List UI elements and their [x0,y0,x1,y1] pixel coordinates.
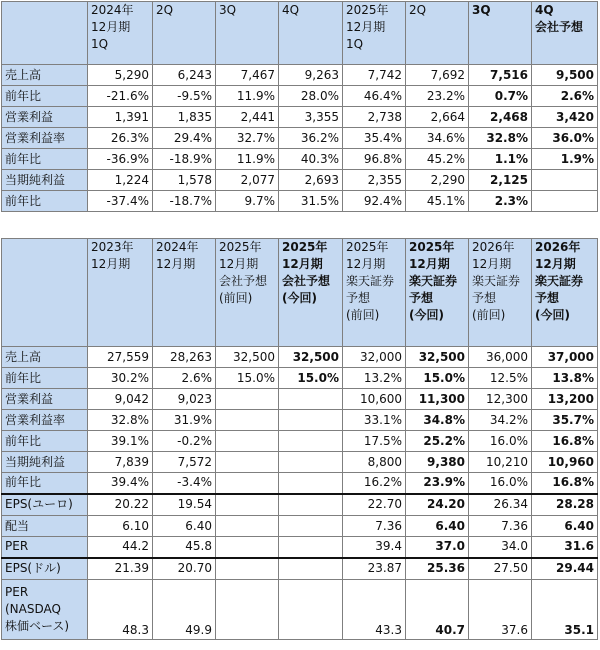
value-cell: 32.8% [88,410,153,431]
table-row [2,537,598,558]
value-cell [279,473,343,494]
value-cell: 16.8% [532,431,598,452]
value-cell: 2,355 [343,170,406,191]
value-cell: 40.3% [279,149,343,170]
value-cell [216,494,279,516]
header-line: 12月期 [282,257,323,271]
table-row [2,65,598,86]
header-line: 楽天証券 [409,274,458,288]
header-line: 2026年 [472,240,515,254]
table-row [2,170,598,191]
column-header [406,2,469,65]
value-cell: 24.20 [406,494,469,516]
column-header [216,2,279,65]
value-cell: 29.4% [153,128,216,149]
row-label: EPS(ユーロ) [2,494,88,516]
value-cell: 39.4 [343,537,406,558]
header-line: 2025年 [409,240,455,254]
value-cell: 27,559 [88,347,153,368]
value-cell: 28.28 [532,494,598,516]
value-cell [216,452,279,473]
value-cell: 5,290 [88,65,153,86]
column-header [469,239,532,347]
header-line: (前回) [472,308,506,322]
value-cell: 9,380 [406,452,469,473]
value-cell: 16.0% [469,473,532,494]
header-line: 12月期 [346,257,386,271]
value-cell: 1,835 [153,107,216,128]
header-line: 2024年 [91,3,134,17]
value-cell: 31.9% [153,410,216,431]
row-label: PER [2,537,88,558]
header-row [2,2,598,65]
value-cell: 32,000 [343,347,406,368]
table-row [2,347,598,368]
value-cell: 2.6% [532,86,598,107]
header-line: PER [5,585,29,599]
value-cell: 32,500 [216,347,279,368]
value-cell [216,410,279,431]
value-cell: 7.36 [469,516,532,537]
header-line: 予想 [535,291,560,305]
value-cell: 3,355 [279,107,343,128]
column-header [343,2,406,65]
header-line: (前回) [346,308,380,322]
header-line: 2025年 [346,3,389,17]
table-row [2,516,598,537]
row-label: 売上高 [2,65,88,86]
value-cell: 26.34 [469,494,532,516]
value-cell: 16.2% [343,473,406,494]
value-cell [279,410,343,431]
header-line: 楽天証券 [472,274,521,288]
value-cell: 9,263 [279,65,343,86]
value-cell: 48.3 [88,580,153,640]
value-cell: 6.10 [88,516,153,537]
value-cell: 7,572 [153,452,216,473]
value-cell: -21.6% [88,86,153,107]
value-cell: 2,290 [406,170,469,191]
value-cell: 32,500 [279,347,343,368]
value-cell: 15.0% [279,368,343,389]
value-cell: 34.2% [469,410,532,431]
value-cell: 2.6% [153,368,216,389]
header-line: 2025年 [282,240,328,254]
value-cell: 30.2% [88,368,153,389]
value-cell [216,537,279,558]
header-line: 2026年 [535,240,581,254]
value-cell: 43.3 [343,580,406,640]
row-label: 前年比 [2,431,88,452]
value-cell: 7,467 [216,65,279,86]
header-line: 2023年 [91,240,134,254]
value-cell: 3,420 [532,107,598,128]
row-label: 前年比 [2,86,88,107]
header-line: 会社予想 [282,274,331,288]
header-line: 予想 [346,291,371,305]
header-line: 会社予想 [219,274,268,288]
header-line: (今回) [409,308,444,322]
value-cell: 32,500 [406,347,469,368]
value-cell: 35.1 [532,580,598,640]
value-cell: 7,692 [406,65,469,86]
value-cell: 12,300 [469,389,532,410]
row-label: 当期純利益 [2,452,88,473]
value-cell [216,558,279,580]
value-cell: 35.7% [532,410,598,431]
value-cell: 96.8% [343,149,406,170]
value-cell: 11,300 [406,389,469,410]
value-cell: 10,210 [469,452,532,473]
value-cell: 29.44 [532,558,598,580]
value-cell [279,516,343,537]
row-label: 営業利益率 [2,410,88,431]
value-cell: 16.0% [469,431,532,452]
value-cell: 37,000 [532,347,598,368]
value-cell: 9,042 [88,389,153,410]
header-line: 2024年 [156,240,199,254]
value-cell: 13,200 [532,389,598,410]
value-cell: 13.2% [343,368,406,389]
value-cell: -3.4% [153,473,216,494]
row-label: 前年比 [2,368,88,389]
value-cell: 8,800 [343,452,406,473]
value-cell: 20.22 [88,494,153,516]
value-cell: 23.2% [406,86,469,107]
value-cell: 10,960 [532,452,598,473]
value-cell [216,516,279,537]
value-cell: 2,441 [216,107,279,128]
value-cell: 45.2% [406,149,469,170]
header-line: 3Q [472,3,491,17]
value-cell [279,389,343,410]
column-header [279,2,343,65]
row-label: 前年比 [2,149,88,170]
value-cell: -9.5% [153,86,216,107]
table-row [2,473,598,494]
header-line: 12月期 [91,257,131,271]
value-cell [279,494,343,516]
value-cell: 6.40 [406,516,469,537]
value-cell: 0.7% [469,86,532,107]
header-line: 3Q [219,3,237,17]
table-row [2,389,598,410]
row-label [2,580,88,640]
value-cell [216,473,279,494]
value-cell [216,580,279,640]
annual-results-table [1,238,598,640]
value-cell: 2,125 [469,170,532,191]
header-line: 予想 [472,291,497,305]
value-cell: 31.6 [532,537,598,558]
value-cell: 7.36 [343,516,406,537]
value-cell: 34.8% [406,410,469,431]
value-cell [216,431,279,452]
column-header [153,2,216,65]
value-cell: 1,391 [88,107,153,128]
value-cell: 21.39 [88,558,153,580]
column-header [406,239,469,347]
row-label: 営業利益 [2,107,88,128]
value-cell [279,580,343,640]
value-cell: 40.7 [406,580,469,640]
value-cell: 9.7% [216,191,279,212]
value-cell: 20.70 [153,558,216,580]
table-row [2,128,598,149]
value-cell: 2,693 [279,170,343,191]
table-row [2,410,598,431]
value-cell: 9,023 [153,389,216,410]
value-cell: 39.4% [88,473,153,494]
value-cell: 1,224 [88,170,153,191]
value-cell: 15.0% [406,368,469,389]
table-row [2,558,598,580]
value-cell: 2,468 [469,107,532,128]
header-line: 1Q [346,37,364,51]
value-cell [532,170,598,191]
value-cell: 11.9% [216,149,279,170]
column-header [153,239,216,347]
column-header [279,239,343,347]
row-label: 売上高 [2,347,88,368]
value-cell: 2,664 [406,107,469,128]
header-line: 2025年 [219,240,262,254]
column-header [532,2,598,65]
value-cell: 32.7% [216,128,279,149]
row-label: 営業利益 [2,389,88,410]
header-line: (NASDAQ [5,602,61,616]
header-line: 2Q [156,3,174,17]
value-cell: 12.5% [469,368,532,389]
value-cell: -37.4% [88,191,153,212]
table-row [2,431,598,452]
value-cell: 1.1% [469,149,532,170]
header-line: 予想 [409,291,434,305]
value-cell: 16.8% [532,473,598,494]
table-row [2,86,598,107]
row-label: EPS(ドル) [2,558,88,580]
value-cell: 92.4% [343,191,406,212]
value-cell: -0.2% [153,431,216,452]
value-cell: 6.40 [153,516,216,537]
value-cell: 36.0% [532,128,598,149]
column-header [469,2,532,65]
value-cell: -18.9% [153,149,216,170]
header-line: 12月期 [219,257,259,271]
value-cell: 44.2 [88,537,153,558]
header-line: 12月期 [156,257,196,271]
column-header [2,2,88,65]
header-line: 株価ベース) [5,619,70,633]
value-cell: 36.2% [279,128,343,149]
value-cell: 19.54 [153,494,216,516]
value-cell: 7,742 [343,65,406,86]
header-line: 12月期 [346,20,386,34]
header-line: 楽天証券 [346,274,395,288]
value-cell: 9,500 [532,65,598,86]
header-line: 1Q [91,37,109,51]
column-header [343,239,406,347]
table-row [2,368,598,389]
header-line: (今回) [282,291,317,305]
value-cell: 34.6% [406,128,469,149]
value-cell: 17.5% [343,431,406,452]
value-cell: 2,738 [343,107,406,128]
header-line: 楽天証券 [535,274,584,288]
value-cell: 23.87 [343,558,406,580]
table-row [2,149,598,170]
value-cell: 32.8% [469,128,532,149]
column-header [216,239,279,347]
header-line: 12月期 [91,20,131,34]
quarterly-results-table [1,1,598,212]
value-cell: 25.2% [406,431,469,452]
table-row [2,452,598,473]
value-cell: 34.0 [469,537,532,558]
value-cell: 49.9 [153,580,216,640]
value-cell: 6,243 [153,65,216,86]
value-cell: 2,077 [216,170,279,191]
table-row [2,191,598,212]
value-cell: 35.4% [343,128,406,149]
column-header [2,239,88,347]
row-label: 営業利益率 [2,128,88,149]
value-cell: 45.1% [406,191,469,212]
header-line: 2Q [409,3,427,17]
value-cell: 13.8% [532,368,598,389]
value-cell: 46.4% [343,86,406,107]
value-cell: 15.0% [216,368,279,389]
header-line: 12月期 [535,257,576,271]
value-cell: -36.9% [88,149,153,170]
value-cell: 26.3% [88,128,153,149]
header-line: 12月期 [472,257,512,271]
row-label: 配当 [2,516,88,537]
value-cell: 36,000 [469,347,532,368]
header-line: 2025年 [346,240,389,254]
value-cell: 25.36 [406,558,469,580]
value-cell: 23.9% [406,473,469,494]
header-line: 4Q [282,3,300,17]
value-cell: 39.1% [88,431,153,452]
header-line: (今回) [535,308,570,322]
value-cell: 28.0% [279,86,343,107]
value-cell: 10,600 [343,389,406,410]
table-row [2,580,598,640]
column-header [532,239,598,347]
value-cell: 7,516 [469,65,532,86]
value-cell: 22.70 [343,494,406,516]
value-cell: -18.7% [153,191,216,212]
value-cell: 45.8 [153,537,216,558]
value-cell: 37.0 [406,537,469,558]
value-cell: 7,839 [88,452,153,473]
value-cell: 28,263 [153,347,216,368]
value-cell [532,191,598,212]
value-cell: 2.3% [469,191,532,212]
value-cell: 1.9% [532,149,598,170]
header-line: 会社予想 [535,20,584,34]
value-cell: 27.50 [469,558,532,580]
value-cell [279,452,343,473]
header-line: 12月期 [409,257,450,271]
column-header [88,239,153,347]
value-cell: 33.1% [343,410,406,431]
value-cell [216,389,279,410]
column-header [88,2,153,65]
value-cell: 31.5% [279,191,343,212]
table-row [2,494,598,516]
header-line: 4Q [535,3,554,17]
row-label: 前年比 [2,473,88,494]
value-cell: 6.40 [532,516,598,537]
row-label: 当期純利益 [2,170,88,191]
value-cell: 11.9% [216,86,279,107]
row-label: 前年比 [2,191,88,212]
value-cell [279,537,343,558]
value-cell [279,431,343,452]
header-line: (前回) [219,291,253,305]
table-row [2,107,598,128]
value-cell: 37.6 [469,580,532,640]
header-row [2,239,598,347]
value-cell: 1,578 [153,170,216,191]
value-cell [279,558,343,580]
